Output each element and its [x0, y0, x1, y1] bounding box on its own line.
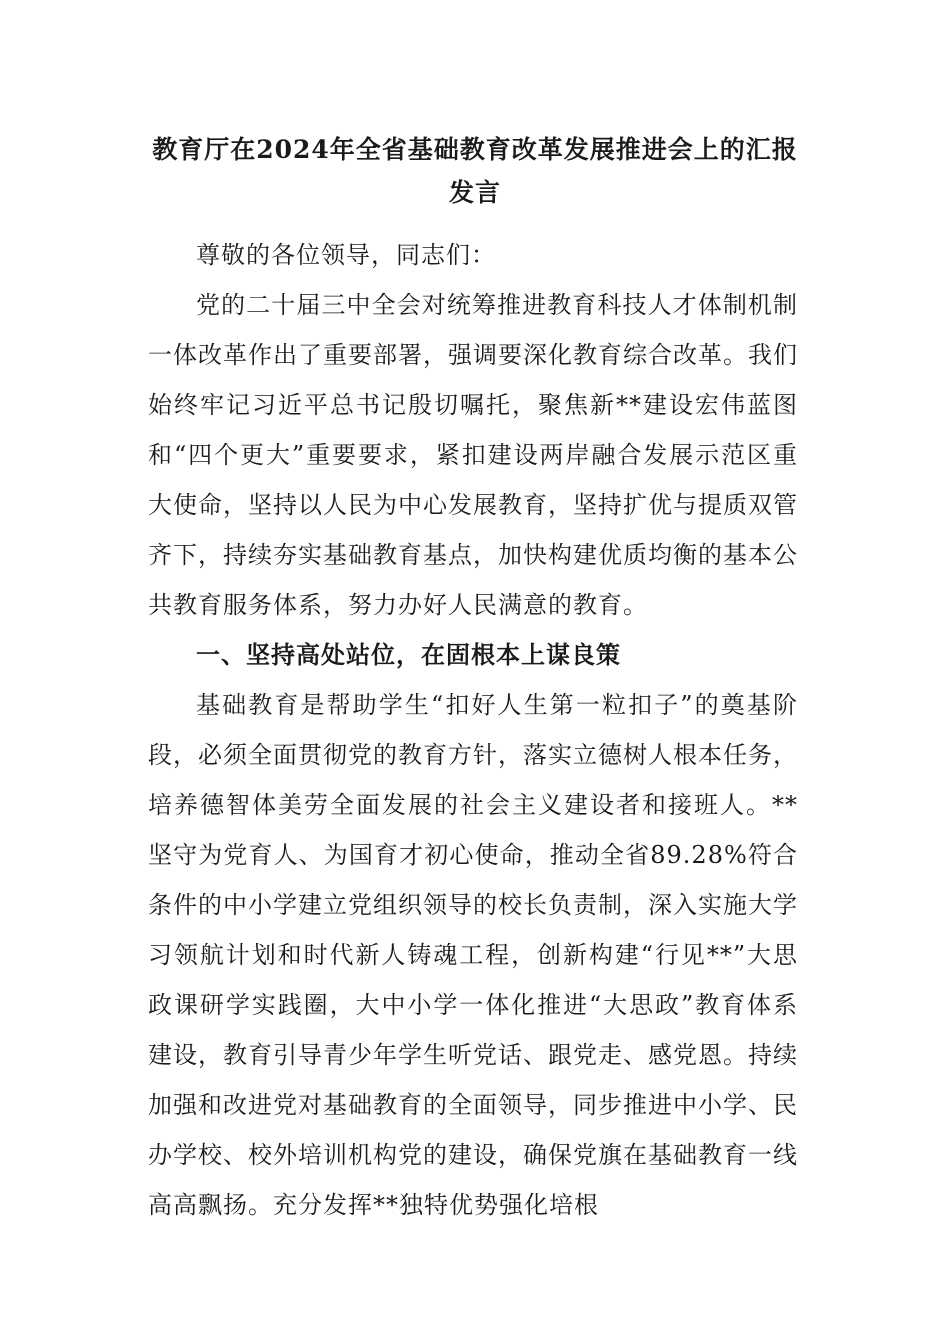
- document-title: 教育厅在2024年全省基础教育改革发展推进会上的汇报发言: [152, 135, 798, 207]
- document-body: [148, 230, 798, 1230]
- section-heading-1: 一、坚持高处站位，在固根本上谋良策: [196, 640, 621, 669]
- paragraph-section-1: 基础教育是帮助学生“扣好人生第一粒扣子”的奠基阶段，必须全面贯彻党的教育方针，落实立德树人根本任务，培养德智体美劳全面发展的社会主义建设者和接班人。**坚守为党育人、为国育才初心使命，推动全省89.28%符合条件的中小学建立党组织领导的校长负责制，深入实施大学习领航计划和时代新人铸魂工程，创新构建“行见**”大思政课研学实践圈，大中小学一体化推进“大思政”教育体系建设，教育引导青少年学生听党话、跟党走、感党恩。持续加强和改进党对基础教育的全面领导，同步推进中小学、民办学校、校外培训机构党的建设，确保党旗在基础教育一线高高飘扬。充分发挥**独特优势强化培根: [148, 691, 798, 1219]
- salutation: 尊敬的各位领导，同志们：: [196, 241, 496, 269]
- paragraph-intro: 党的二十届三中全会对统筹推进教育科技人才体制机制一体改革作出了重要部署，强调要深化教育综合改革。我们始终牢记习近平总书记殷切嘱托，聚焦新**建设宏伟蓝图和“四个更大”重要要求，紧扣建设两岸融合发展示范区重大使命，坚持以人民为中心发展教育，坚持扩优与提质双管齐下，持续夯实基础教育基点，加快构建优质均衡的基本公共教育服务体系，努力办好人民满意的教育。: [148, 291, 798, 619]
